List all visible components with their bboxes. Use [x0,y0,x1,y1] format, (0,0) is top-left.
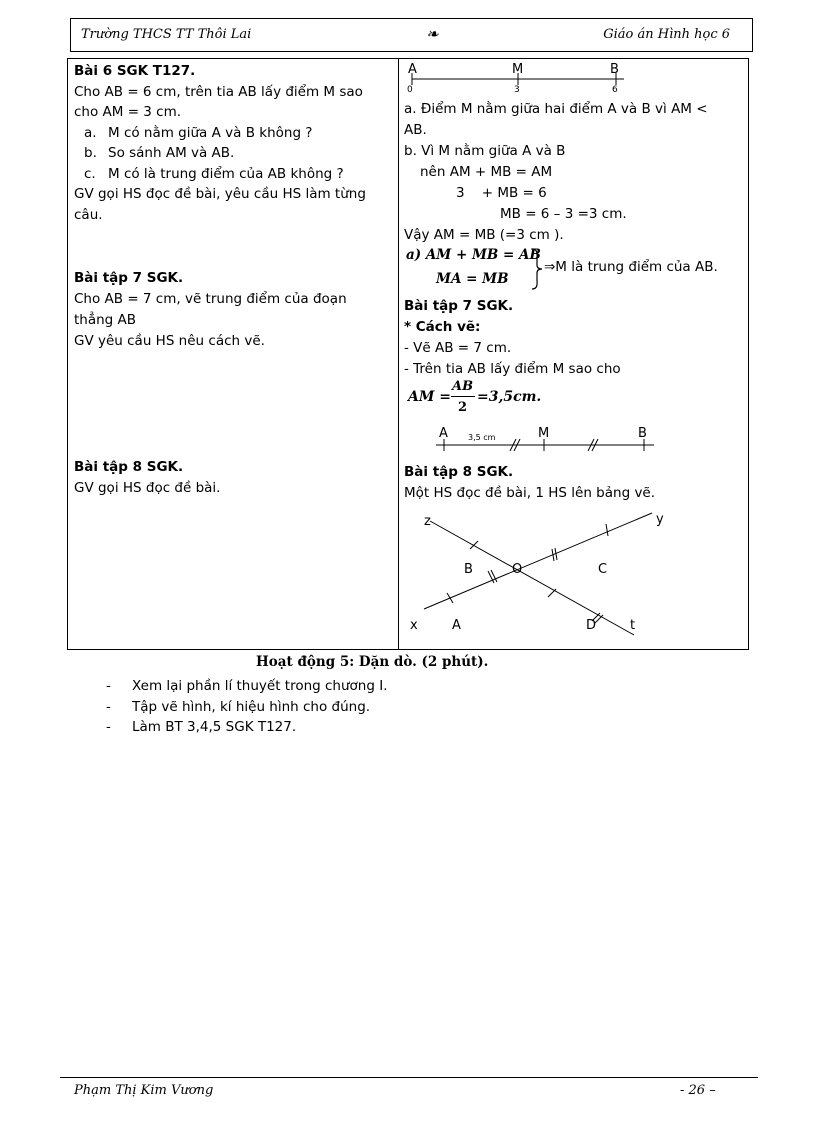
tick-mark [606,524,608,536]
bt8-answer-title: Bài tập 8 SGK. [404,464,514,480]
label-z: z [424,514,431,529]
activity-title: Hoạt động 5: Dặn dò. (2 phút). [256,654,489,670]
segment-figure-midpoint [424,423,684,455]
label-b: B [610,62,619,77]
bt7-instruction: GV yêu cầu HS nêu cách vẽ. [74,333,265,349]
formula-rhs: =3,5cm. [477,389,542,405]
subject-title: Giáo án Hình học 6 [603,27,730,42]
label-a: A [408,62,417,77]
label-d: D [586,618,597,633]
bt7-title: Bài tập 7 SGK. [74,270,184,286]
label-b: B [638,426,647,441]
tick-label-0: 0 [407,85,413,95]
bai6-text: cho AM = 3 cm. [74,104,182,120]
label-c: C [598,562,608,577]
page-header [70,18,753,52]
drawing-step: - Trên tia AB lấy điểm M sao cho [404,361,621,377]
answer-b: b. Vì M nằm giữa A và B [404,143,566,159]
answer-b: nên AM + MB = AM [420,164,553,180]
list-item: - Làm BT 3,4,5 SGK T127. [106,719,297,735]
bt7-text: thẳng AB [74,312,137,328]
line-xy [424,513,652,609]
answer-b: 3 + MB = 6 [456,185,547,201]
list-item: c. M có là trung điểm của AB không ? [84,165,344,182]
drawing-step: - Vẽ AB = 7 cm. [404,340,512,356]
bai6-title: Bài 6 SGK T127. [74,63,196,79]
tick-label-3: 3 [514,85,520,95]
system-eq-1: a) AM + MB = AB [406,247,541,263]
formula-numerator: AB [452,379,474,394]
tick-mark [470,541,478,549]
fraction-bar [451,396,475,397]
label-x: x [410,618,418,633]
homework-list [106,676,388,738]
page-number: - 26 – [680,1083,716,1098]
answer-conclusion: Vậy AM = MB (=3 cm ). [404,227,564,243]
list-item: - Xem lại phần lí thuyết trong chương I. [106,678,388,694]
tick-mark [548,589,556,597]
label-t: t [630,618,636,633]
bai6-instruction: GV gọi HS đọc đề bài, yêu cầu HS làm từng [74,186,366,202]
tick-mark [447,593,453,603]
label-b: B [464,562,473,577]
label-a: A [452,618,461,633]
answer-a: a. Điểm M nằm giữa hai điểm A và B vì AM < [404,101,708,117]
label-a: A [439,426,448,441]
answer-a: AB. [404,122,427,138]
bt8-title: Bài tập 8 SGK. [74,459,184,475]
school-name: Trường THCS TT Thôi Lai [81,27,252,42]
intersecting-lines-figure [404,505,744,645]
system-result: ⇒M là trung điểm của AB. [544,259,718,275]
label-m: M [512,62,524,77]
bai6-text: Cho AB = 6 cm, trên tia AB lấy điểm M sao [74,83,363,100]
ornament-icon: ❧ [426,25,439,43]
label-y: y [656,512,664,527]
teacher-column [74,61,394,225]
system-eq-2: MA = MB [436,271,509,287]
list-item: b. So sánh AM và AB. [84,145,235,161]
label-m: M [538,426,550,441]
bt8-answer-text: Một HS đọc đề bài, 1 HS lên bảng vẽ. [404,485,656,501]
segment-figure-am-b [404,59,644,95]
formula-lhs: AM = [408,389,451,405]
bt7-text: Cho AB = 7 cm, vẽ trung điểm của đoạn [74,291,347,307]
formula-denominator: 2 [458,400,468,415]
column-divider [398,59,399,649]
author-name: Phạm Thị Kim Vương [74,1083,214,1098]
list-item: a. M có nằm giữa A và B không ? [84,124,313,141]
label-o: O [512,562,523,577]
bai6-questions [74,123,394,185]
tick-label-6: 6 [612,85,618,95]
bt7-answer-title: Bài tập 7 SGK. [404,298,514,314]
list-item: - Tập vẽ hình, kí hiệu hình cho đúng. [106,698,371,715]
footer-divider [60,1077,758,1078]
length-label: 3,5 cm [468,433,496,442]
bai6-instruction: câu. [74,206,103,223]
answer-b: MB = 6 – 3 =3 cm. [500,206,627,222]
bt8-instruction: GV gọi HS đọc đề bài. [74,480,221,496]
brace-icon [530,247,544,291]
drawing-method-heading: * Cách vẽ: [404,319,481,335]
lesson-table [67,58,749,650]
